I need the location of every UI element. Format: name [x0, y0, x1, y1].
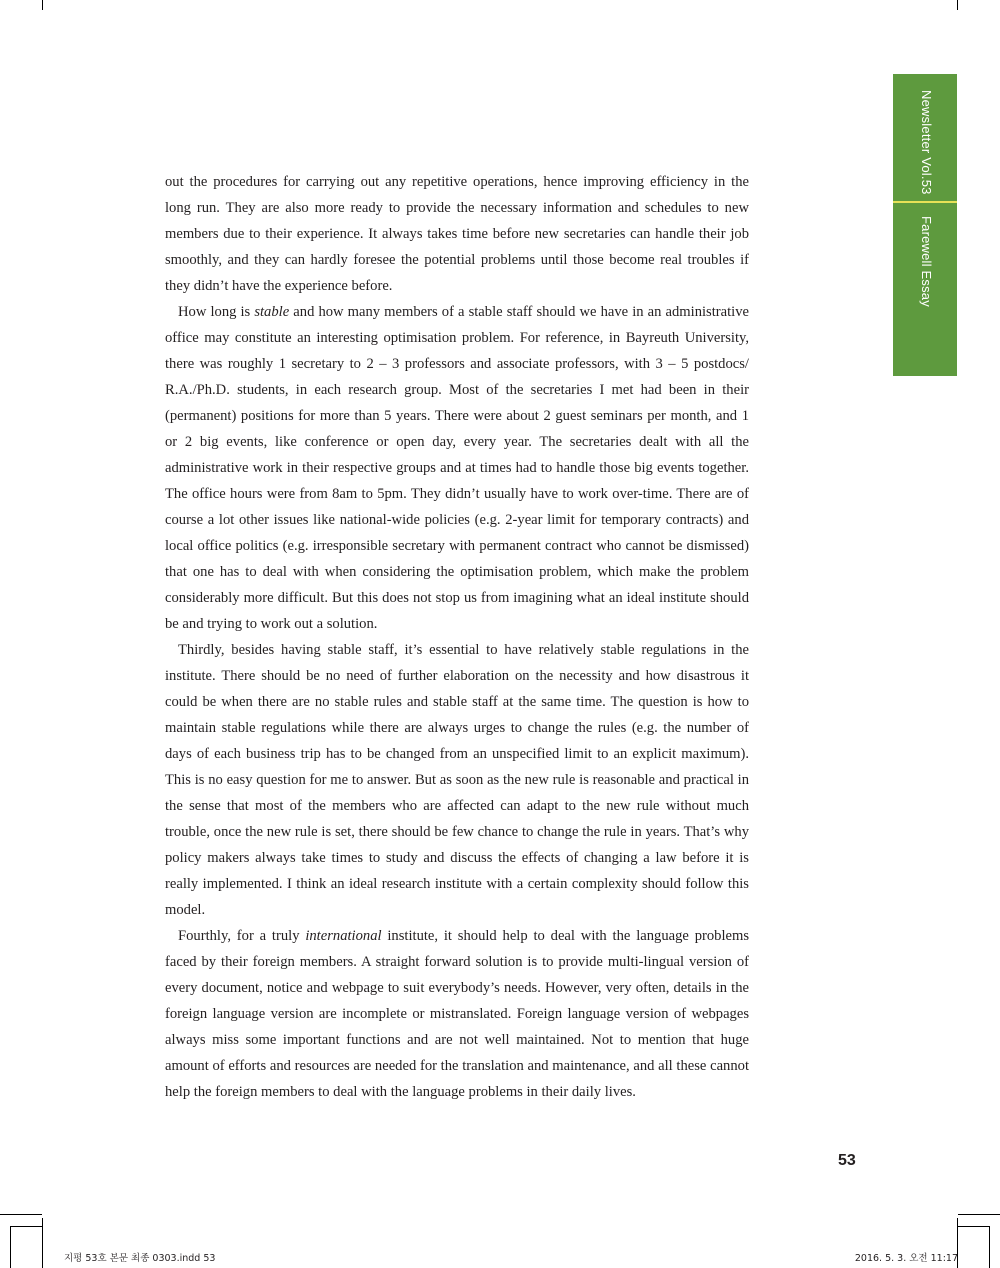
paragraph-2-rest: and how many members of a stable staff should we have in an administrative office may constitute an interesting optimisation problem. For reference, in Bayreuth University, there was roughly 1 secretary to 2 – 3 professors and associate professors, with 3 – 5 postdocs/ R.A./Ph.D. students, in each research group. Most of the secretaries I met had been in their (permanent) positions for more than 5 years. There were about 2 guest seminars per month, and 1 or 2 big events, like conference or open day, every year. The secretaries dealt with all the administrative work in their respective groups and at times had to handle those big events together. The office hours were from 8am to 5pm. They didn’t usually have to work over-time. There are of course a lot other issues like national-wide policies (e.g. 2-year limit for temporary contracts) and local office politics (e.g. irresponsible secretary with permanent contract who cannot be dismissed) that one has to deal with when considering the optimisation problem, which make the problem considerably more difficult. But this does not stop us from imagining what an ideal institute should be and trying to work out a solution. [165, 304, 750, 632]
crop-mark-bottom-right-v2 [989, 1226, 990, 1268]
crop-mark-top-right-v [957, 0, 958, 10]
paragraph-2 [165, 299, 749, 637]
crop-mark-bottom-left-h2 [10, 1226, 42, 1227]
print-slug-file: 지평 53호 본문 최종 0303.indd 53 [64, 1253, 216, 1264]
paragraph-4 [165, 923, 749, 1105]
paragraph-4-emphasis: international [305, 928, 382, 944]
crop-mark-top-left-v [42, 0, 43, 10]
print-slug-timestamp: 2016. 5. 3. 오전 11:17 [854, 1253, 958, 1264]
side-tab-divider [893, 201, 957, 203]
paragraph-4-rest: institute, it should help to deal with the language problems faced by their foreign members. A straight forward solution is to provide multi-lingual version of every document, notice and webpage to suit everybody’s needs. However, very often, details in the foreign language version are incomplete or mistranslated. Foreign language version of webpages always miss some important functions and are not well maintained. Not to mention that huge amount of efforts and resources are needed for the translation and maintenance, and all these cannot help the foreign members to deal with the language problems in their daily lives. [165, 928, 750, 1100]
paragraph-4-start: Fourthly, for a truly [178, 928, 306, 944]
section-label: Farewell Essay [919, 216, 934, 307]
crop-mark-bottom-right-h [958, 1214, 1000, 1215]
paragraph-2-emphasis: stable [254, 304, 290, 320]
publication-label: Newsletter Vol.53 [919, 90, 934, 195]
paragraph-1: out the procedures for carrying out any repetitive operations, hence improving efficiency in the long run. They are also more ready to provide the necessary information and schedules to new members due to their experience. It always takes time before new secretaries can handle their job smoothly, and they can hardly foresee the potential problems until those become real troubles if they didn’t have the experience before. [165, 174, 749, 294]
crop-mark-bottom-left-v [42, 1218, 43, 1268]
crop-mark-bottom-right-h2 [958, 1226, 989, 1227]
paragraph-3: Thirdly, besides having stable staff, it’s essential to have relatively stable regulations in the institute. There should be no need of further elaboration on the necessity and how disastrous it could be when there are no stable rules and stable staff at the same time. The question is how to maintain stable regulations while there are always urges to change the rules (e.g. the number of days of each business trip has to be changed from an unspecified limit to an explicit maximum). This is no easy question for me to answer. But as soon as the new rule is reasonable and practical in the sense that most of the members who are affected can adapt to the new rule without much trouble, once the new rule is set, there should be few chance to change the rule in years. That’s why policy makers always take times to study and discuss the effects of changing a law before it is really implemented. I think an ideal research institute with a certain complexity should follow this model. [165, 642, 749, 918]
crop-mark-bottom-left-v2 [10, 1226, 11, 1268]
page-number: 53 [838, 1152, 856, 1169]
crop-mark-bottom-left-h [0, 1214, 42, 1215]
paragraph-2-start: How long is [178, 304, 255, 320]
article-body [165, 169, 749, 1105]
section-side-tab [893, 74, 957, 376]
